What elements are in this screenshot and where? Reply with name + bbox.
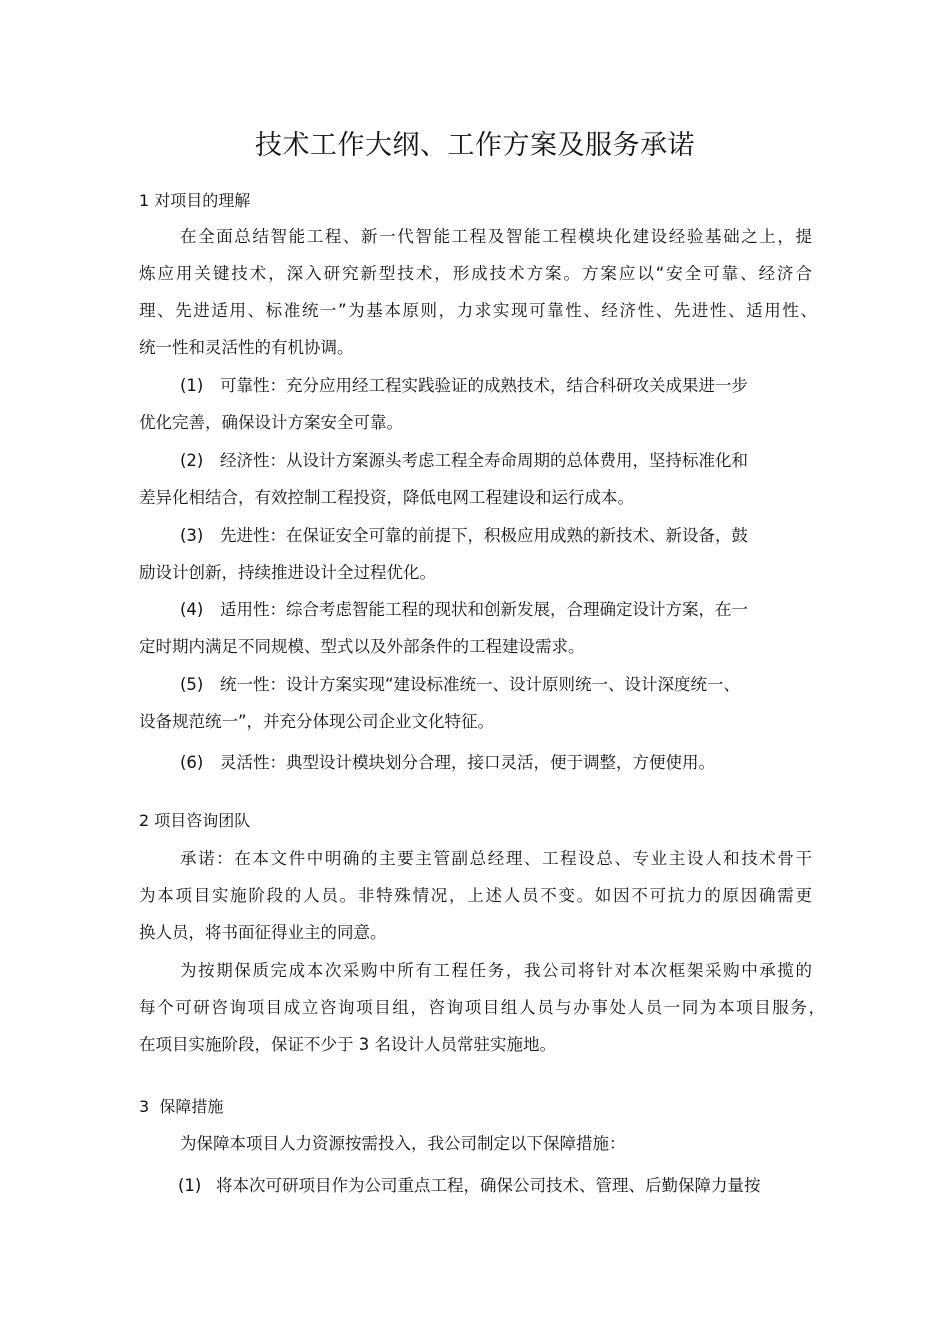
item-6-line-1 [180, 750, 715, 776]
item-2-number: (2) [180, 451, 204, 470]
section-2-para-1-line-2: 为本项目实施阶段的人员。非特殊情况，上述人员不变。如因不可抗力的原因确需更 [139, 886, 812, 905]
item-6-number: (6) [180, 753, 204, 772]
section-2-para-1-line-1: 承诺：在本文件中明确的主要主管副总经理、工程设总、专业主设人和技术骨干 [180, 849, 812, 868]
item-1-number: (1) [180, 376, 204, 395]
section-2-heading: 2 项目咨询团队 [139, 811, 251, 830]
section-1-intro-line-1: 在全面总结智能工程、新一代智能工程及智能工程模块化建设经验基础之上，提 [180, 227, 812, 246]
item-5-line-2: 设备规范统一”，并充分体现公司企业文化特征。 [139, 712, 495, 731]
item-2-line-1 [180, 448, 748, 474]
item-4-text: 适用性：综合考虑智能工程的现状和创新发展，合理确定设计方案，在一 [220, 600, 748, 619]
item-1-line-1 [180, 373, 748, 399]
item-1-line-2: 优化完善，确保设计方案安全可靠。 [139, 413, 403, 432]
section-3-item-1-text: 将本次可研项目作为公司重点工程，确保公司技术、管理、后勤保障力量按 [216, 1176, 761, 1195]
section-2-para-2-line-3: 在项目实施阶段，保证不少于 3 名设计人员常驻实施地。 [139, 1035, 556, 1054]
section-2-para-2-line-1: 为按期保质完成本次采购中所有工程任务，我公司将针对本次框架采购中承揽的 [180, 961, 812, 980]
section-3-heading: 3 保障措施 [139, 1097, 224, 1116]
item-4-number: (4) [180, 600, 204, 619]
item-4-line-2: 定时期内满足不同规模、型式以及外部条件的工程建设需求。 [139, 637, 585, 656]
item-4-line-1 [180, 597, 748, 623]
item-2-line-2: 差异化相结合，有效控制工程投资，降低电网工程建设和运行成本。 [139, 488, 634, 507]
section-3-intro: 为保障本项目人力资源按需投入，我公司制定以下保障措施： [180, 1134, 626, 1153]
document-title: 技术工作大纲、工作方案及服务承诺 [255, 130, 695, 161]
section-1-heading: 1 对项目的理解 [139, 191, 251, 210]
item-3-line-1 [180, 523, 748, 549]
section-2-para-1-line-3: 换人员，将书面征得业主的同意。 [139, 923, 387, 942]
item-3-line-2: 励设计创新，持续推进设计全过程优化。 [139, 563, 436, 582]
section-1-intro-line-2: 炼应用关键技术，深入研究新型技术，形成技术方案。方案应以“安全可靠、经济合 [139, 264, 812, 283]
section-3-item-1-number: (1) [178, 1176, 202, 1195]
item-3-number: (3) [180, 526, 204, 545]
item-1-text: 可靠性：充分应用经工程实践验证的成熟技术，结合科研攻关成果进一步 [220, 376, 748, 395]
item-5-line-1 [180, 672, 740, 698]
section-1-intro-line-3: 理、先进适用、标准统一”为基本原则，力求实现可靠性、经济性、先进性、适用性、 [139, 301, 817, 320]
item-2-text: 经济性：从设计方案源头考虑工程全寿命周期的总体费用，坚持标准化和 [220, 451, 748, 470]
item-3-text: 先进性：在保证安全可靠的前提下，积极应用成熟的新技术、新设备，鼓 [220, 526, 748, 545]
item-5-number: (5) [180, 675, 204, 694]
section-1-intro-line-4: 统一性和灵活性的有机协调。 [139, 338, 354, 357]
item-6-text: 灵活性：典型设计模块划分合理，接口灵活，便于调整，方便使用。 [220, 753, 715, 772]
section-2-para-2-line-2: 每个可研咨询项目成立咨询项目组，咨询项目组人员与办事处人员一同为本项目服务， [139, 998, 825, 1017]
item-5-text: 统一性：设计方案实现“建设标准统一、设计原则统一、设计深度统一、 [220, 675, 741, 694]
section-3-item-1-line-1 [178, 1173, 761, 1199]
